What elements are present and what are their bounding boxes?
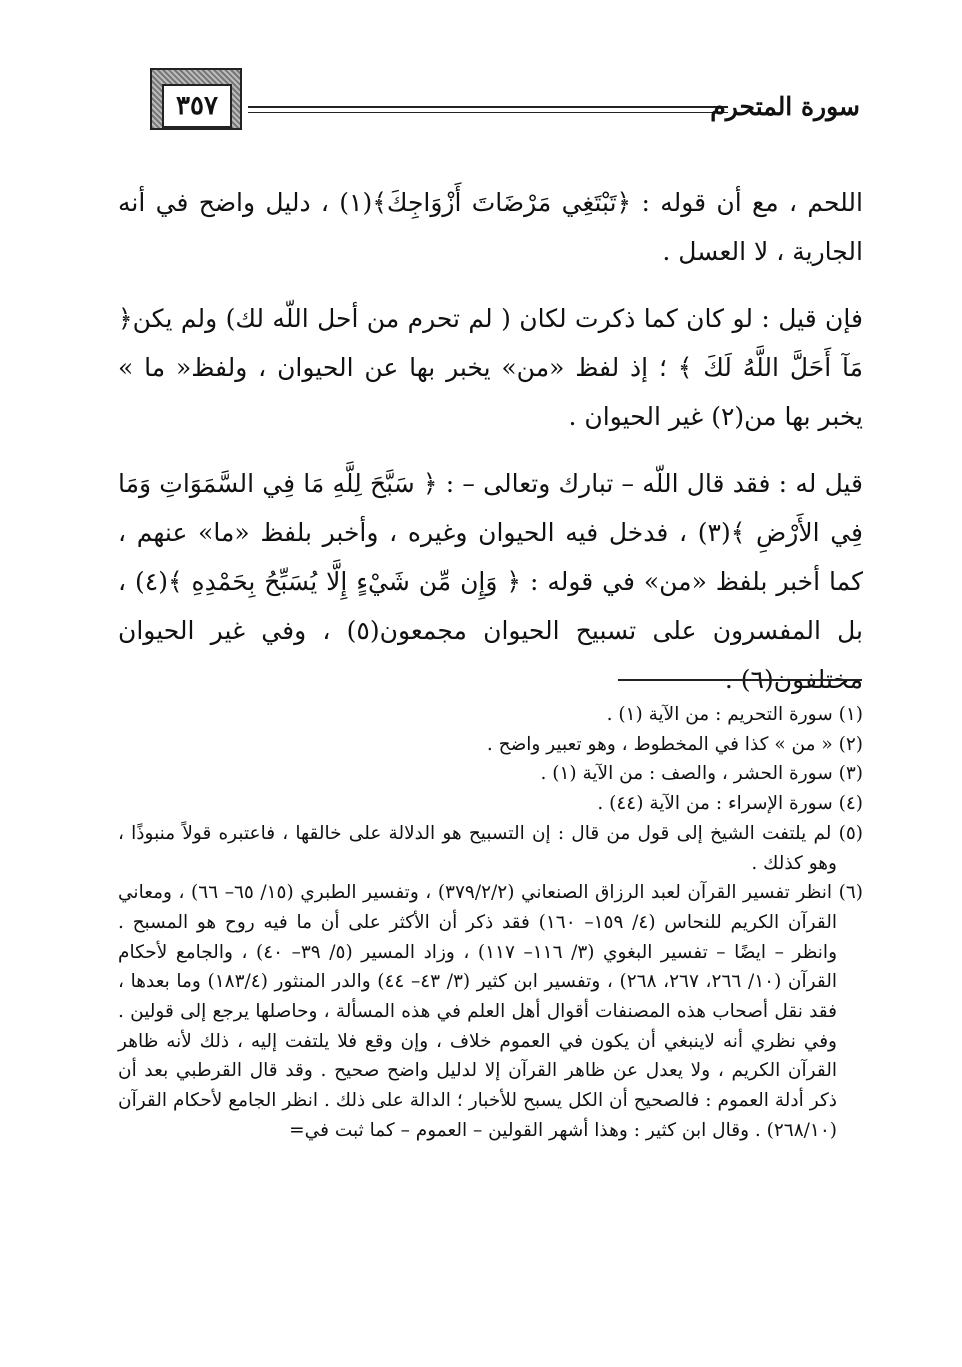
header-rule-thin [248,112,728,113]
main-text [118,178,863,722]
body-paragraph-2: فإن قيل : لو كان كما ذكرت لكان ( لم تحرم من أحل اللّه لك) ولم يكن﴿ مَآ أَحَلَّ اللَّهُ لَكَ ﴾ ؛ إذ لفظ «من» يخبر بها عن الحيوان ، ولفظ« ما » يخبر بها من(٢) غير الحيوان . [118,304,863,431]
footnote-4: (٤) سورة الإسراء : من الآية (٤٤) . [597,793,863,815]
footnote-2: (٢) « من » كذا في المخطوط ، وهو تعبير واضح . [486,733,863,755]
footnote-3: (٣) سورة الحشر ، والصف : من الآية (١) . [540,763,863,785]
footnotes [118,700,863,1146]
footnote-5: (٥) لم يلتفت الشيخ إلى قول من قال : إن التسبيح هو الدلالة على خالقها ، فاعتبره قولاً منبوذًا ، وهو كذلك . [118,822,863,874]
footnote-1: (١) سورة التحريم : من الآية (١) . [606,704,863,725]
page-header [120,68,860,138]
body-paragraph-1: اللحم ، مع أن قوله : ﴿تَبْتَغِي مَرْضَاتَ أَزْوَاجِكَ﴾(١) ، دليل واضح في أنه الجارية ، لا العسل . [118,188,863,266]
surah-title: سورة المتحرم [710,92,860,121]
footnote-divider [618,679,862,681]
body-paragraph-3: قيل له : فقد قال اللّه – تبارك وتعالى – : ﴿ سَبَّحَ لِلَّهِ مَا فِي السَّمَوَاتِ وَمَا فِي الأَرْضِ ﴾(٣) ، فدخل فيه الحيوان وغيره ، وأخبر بلفظ «ما» عنهم ، كما أخبر بلفظ «من» في قوله : ﴿ وَإِن مِّن شَيْءٍ إِلَّا يُسَبِّحُ بِحَمْدِهِ ﴾(٤) ، بل المفسرون على تسبيح الحيوان مجمعون(٥) ، وفي غير الحيوان مختلفون(٦) . [118,469,863,694]
header-rule [248,106,728,108]
page-number-box [150,68,242,130]
footnote-6: (٦) انظر تفسير القرآن لعبد الرزاق الصنعاني (٣٧٩/٢/٢) ، وتفسير الطبري (١٥/ ٦٥– ٦٦) ، ومعاني القرآن الكريم للنحاس (٤/ ١٥٩– ١٦٠) فقد ذكر أن الأكثر على أن ما فيه روح هو المسبح . وانظر – ايضًا – تفسير البغوي (٣/ ١١٦– ١١٧) ، وزاد المسير (٥/ ٣٩– ٤٠) ، والجامع لأحكام القرآن (١٠/ ٢٦٦، ٢٦٧، ٢٦٨) ، وتفسير ابن كثير (٣/ ٤٣– ٤٤) والدر المنثور (١٨٣/٤) وما بعدها ، فقد نقل أصحاب هذه المصنفات أقوال أهل العلم في هذه المسألة ، وحاصلها يرجع إلى قولين . وفي نظري أنه لاينبغي أن يكون في العموم خلاف ، وإن وقع فلا يلتفت إليه ، ذلك لأنه ظاهر القرآن الكريم ، ولا يعدل عن ظاهر القرآن إلا لدليل واضح صحيح . وقد قال القرطبي بعد أن ذكر أدلة العموم : فالصحيح أن الكل يسبح للأخبار ؛ الدالة على ذلك . انظر الجامع لأحكام القرآن (٢٦٨/١٠) . وقال ابن كثير : وهذا أشهر القولين – العموم – كما ثبت في= [118,882,863,1141]
page-number: ٣٥٧ [162,84,232,128]
